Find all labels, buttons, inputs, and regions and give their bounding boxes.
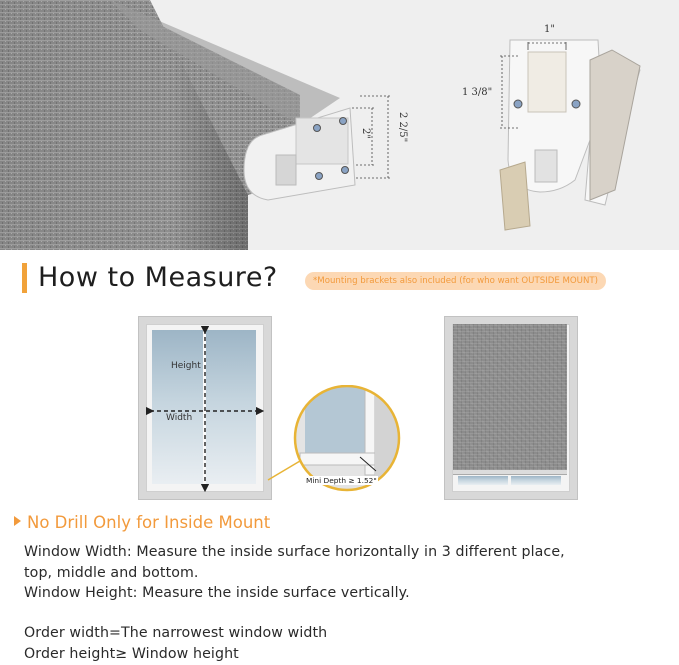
outside-mount-note: *Mounting brackets also included (for who want OUTSIDE MOUNT)	[305, 272, 606, 290]
roller-shade-fabric	[453, 324, 567, 470]
page-title: How to Measure?	[38, 262, 278, 293]
product-photo-band	[0, 0, 679, 250]
shade-bottom-bar	[453, 470, 567, 475]
inside-mount-subheading	[14, 513, 270, 532]
dimension-2in: 2"	[360, 128, 371, 139]
instruction-line-2: top, middle and bottom.	[24, 565, 199, 581]
instruction-line-6: Order height≥ Window height	[24, 646, 239, 662]
dimension-1in: 1"	[544, 24, 555, 35]
dimension-1-3-8: 1 3/8"	[462, 87, 493, 98]
subheading-text: No Drill Only for Inside Mount	[27, 513, 271, 532]
instruction-line-5: Order width=The narrowest window width	[24, 625, 328, 641]
instruction-line-1: Window Width: Measure the inside surface horizontally in 3 different place,	[24, 544, 565, 560]
height-label: Height	[171, 361, 201, 371]
dimension-2-2-5: 2 2/5"	[397, 112, 408, 143]
triangle-bullet-icon	[14, 516, 21, 526]
fabric-roll-illustration	[0, 0, 679, 250]
instruction-line-3: Window Height: Measure the inside surface vertically.	[24, 585, 410, 601]
heading-accent-bar	[22, 263, 27, 293]
mini-depth-label: Mini Depth ≥ 1.52"	[306, 476, 377, 485]
width-label: Width	[166, 413, 193, 423]
